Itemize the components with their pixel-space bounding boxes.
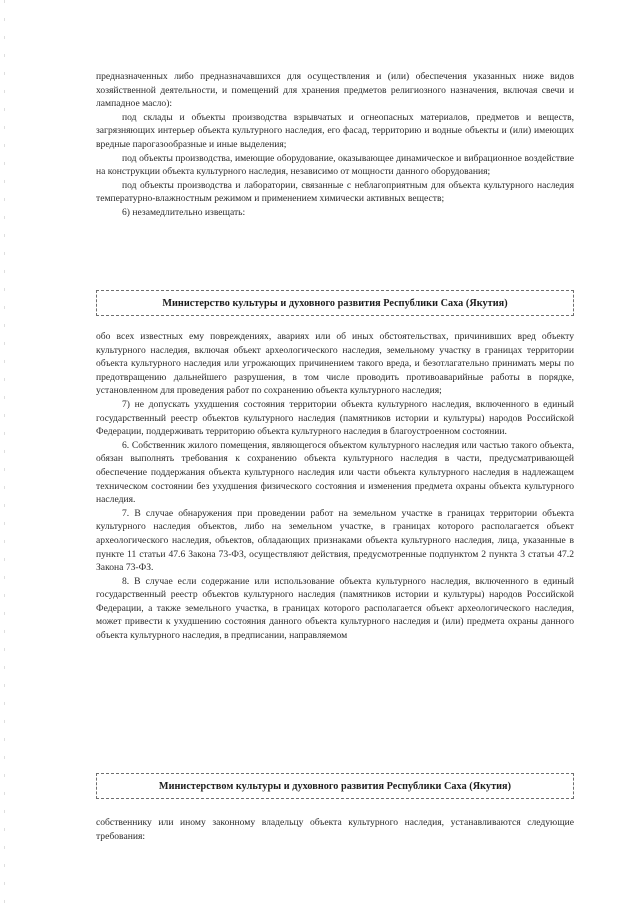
paragraph: под склады и объекты производства взрывчатых и огнеопасных материалов, предметов и веществ, загрязняющих интерьер объекта культурного наследия, его фасад, территорию и водные объекты и (или) имеющих вредные парогазообразные и иные выделения; bbox=[96, 111, 574, 150]
paragraph: 6. Собственник жилого помещения, являющегося объектом культурного наследия или частью такого объекта, обязан выполнять требования к сохранению объекта культурного наследия в части, предусматривающей обеспечение поддержания объекта культурного наследия или части объекта культурного наследия в надлежащем техническом состоянии без ухудшения физического состояния и изменения предмета охраны объекта культурного наследия. bbox=[96, 439, 574, 506]
text-block-middle bbox=[96, 330, 574, 643]
paragraph: 7. В случае обнаружения при проведении работ на земельном участке в границах территории объекта культурного наследия объектов, либо на земельном участке, в границах которого располагается объект археологического наследия, объектов, обладающих признаками объекта культурного наследия, лица, указанные в пункте 11 статьи 47.6 Закона 73-ФЗ, осуществляют действия, предусмотренные подпунктом 2 пункта 3 статьи 47.2 Закона 73-ФЗ. bbox=[96, 507, 574, 574]
text-block-bottom bbox=[96, 816, 574, 843]
ministry-stamp-header bbox=[96, 290, 574, 316]
text-block-top bbox=[96, 70, 574, 220]
paragraph: собственнику или иному законному владельцу объекта культурного наследия, устанавливаются следующие требования: bbox=[96, 817, 574, 842]
paragraph: под объекты производства, имеющие оборудование, оказывающее динамическое и вибрационное воздействие на конструкции объекта культурного наследия, независимо от мощности данного оборудования; bbox=[96, 152, 574, 178]
stamp-text: Министерством культуры и духовного развития Республики Саха (Якутия) bbox=[158, 780, 512, 792]
paragraph: 6) незамедлительно извещать: bbox=[122, 206, 246, 218]
paragraph: обо всех известных ему повреждениях, авариях или об иных обстоятельствах, причинивших вред объекту культурного наследия, включая объект археологического наследия, земельному участку в границах территории объекта культурного наследия или угрожающих причинением такого вреда, и безотлагательно принимать меры по предотвращению дальнейшего разрушения, в том числе проводить противоаварийные работы в порядке, установленном для проведения работ по сохранению объекта культурного наследия; bbox=[96, 331, 574, 397]
paragraph: 8. В случае если содержание или использование объекта культурного наследия, включенного в единый государственный реестр объектов культурного наследия (памятников истории и культуры) народов Российской Федерации, а также земельного участка, в границах которого располагается объект археологического наследия, может привести к ухудшению состояния данного объекта культурного наследия и (или) предмета охраны данного объекта культурного наследия, в предписании, направляемом bbox=[96, 575, 574, 642]
stamp-text: Министерство культуры и духовного развития Республики Саха (Якутия) bbox=[162, 297, 508, 309]
paragraph: 7) не допускать ухудшения состояния территории объекта культурного наследия, включенного в единый государственный реестр объектов культурного наследия (памятников истории и культуры) народов Российской Федерации, поддерживать территорию объекта культурного наследия в благоустроенном состоянии. bbox=[96, 398, 574, 438]
ministry-stamp-footer bbox=[96, 773, 574, 799]
paragraph: предназначенных либо предназначавшихся для осуществления и (или) обеспечения указанных ниже видов хозяйственной деятельности, и помещений для хранения предметов религиозного назначения, включая свечи и лампадное масло): bbox=[96, 71, 574, 110]
paragraph: под объекты производства и лаборатории, связанные с неблагоприятным для объекта культурного наследия температурно-влажностным режимом и применением химически активных веществ; bbox=[96, 179, 574, 205]
scan-edge-marks bbox=[4, 0, 5, 905]
